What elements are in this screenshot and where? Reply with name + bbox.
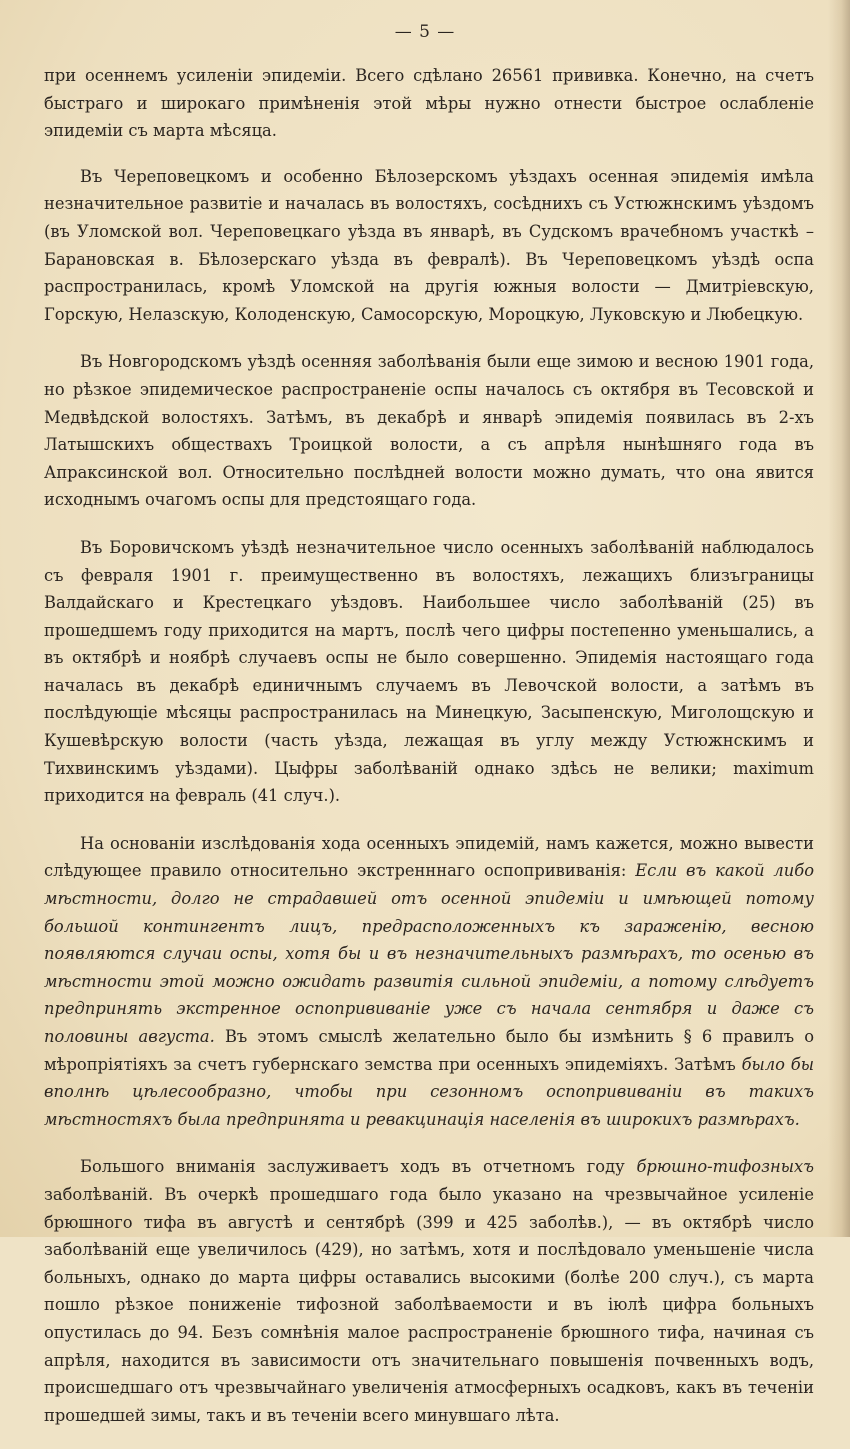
page-edge-shadow [828, 0, 850, 1237]
body-text [44, 62, 814, 1449]
paragraph-4: Въ Боровичскомъ уѣздѣ незначительное число осенныхъ заболѣваній наблюдалось съ февраля 1901 г. преимущественно въ волостяхъ, лежащихъ близъграницы Валдайскаго и Крестецкаго уѣздовъ. Наибольшее число заболѣваній (25) въ прошедшемъ году приходится на мартъ, послѣ чего цифры постепенно уменьшались, а въ октябрѣ и ноябрѣ случаевъ оспы не было совершенно. Эпидемія настоящаго года началась въ декабрѣ единичнымъ случаемъ въ Левочской волости, а затѣмъ въ послѣдующіе мѣсяцы распространилась на Минецкую, Засыпенскую, Миголощскую и Кушевѣрскую волости (часть уѣзда, лежащая въ углу между Устюжнскимъ и Тихвинскимъ уѣздами). Цыфры заболѣваній однако здѣсь не велики; maximum приходится на февраль (41 случ.). [44, 537, 814, 806]
paragraph-6-part-3: заболѣваній. Въ очеркѣ прошедшаго года было указано на чрезвычайное усиленіе брюшного тифа въ августѣ и сентябрѣ (399 и 425 заболѣв.), — въ октябрѣ число заболѣваній еще увеличилось (429), но затѣмъ, хотя и послѣдовало уменьшеніе числа больныхъ, однако до марта цифры оставались высокими (болѣе 200 случ.), съ марта пошло рѣзкое пониженіе тифозной заболѣваемости и въ іюлѣ цифра больныхъ опустилась до 94. Безъ сомнѣнія малое распространеніе брюшного тифа, начиная съ апрѣля, находится въ зависимости отъ значительнаго повышенія почвенныхъ водъ, происшедшаго отъ чрезвычайнаго увеличенія атмосферныхъ осадковъ, какъ въ теченіи прошедшей зимы, такъ и въ теченіи всего минувшаго лѣта. [44, 1184, 814, 1425]
paragraph-6 [44, 1153, 814, 1429]
paragraph-1: при осеннемъ усиленіи эпидеміи. Всего сдѣлано 26561 прививка. Конечно, на счетъ быстраго и широкаго примѣненія этой мѣры нужно отнести быстрое ослабленіе эпидеміи съ марта мѣсяца. [44, 66, 814, 141]
paragraph-5-italic-revaccination: было бы вполнѣ цѣлесообразно, чтобы при сезонномъ оспопрививаніи въ такихъ мѣстностяхъ была предпринята и ревакцинація населенія въ широкихъ размѣрахъ. [44, 1054, 814, 1129]
paragraph-6-part-1: Большого вниманія заслуживаетъ ходъ въ отчетномъ году [80, 1157, 637, 1177]
paragraph-5-italic-rule: Если въ какой либо мѣстности, долго не страдавшей отъ осенной эпидеміи и имѣющей потому большой контингентъ лицъ, предрасположенныхъ къ зараженію, весною появляются случаи оспы, хотя бы и въ незначительныхъ размѣрахъ, то осенью въ мѣстности этой можно ожидать развитія сильной эпидеміи, а потому слѣдуетъ предпринять экстренное оспопрививаніе уже съ начала сентября и даже съ половины августа. [44, 861, 814, 1046]
paragraph-6-italic-typhoid: брюшно-тифозныхъ [636, 1157, 814, 1177]
paragraph-2: Въ Череповецкомъ и особенно Бѣлозерскомъ уѣздахъ осенная эпидемія имѣла незначительное развитіе и началась въ волостяхъ, сосѣднихъ съ Устюжнскимъ уѣздомъ (въ Уломской вол. Череповецкаго уѣзда въ январѣ, въ Судскомъ врачебномъ участкѣ – Барановская в. Бѣлозерскаго уѣзда въ февралѣ). Въ Череповецкомъ уѣздѣ оспа распространилась, кромѣ Уломской на другія южныя волости — Дмитріевскую, Горскую, Нелазскую, Колоденскую, Самосорскую, Мороцкую, Луковскую и Любецкую. [44, 166, 814, 324]
paragraph-5 [44, 830, 814, 1134]
page-number: — 5 — [394, 22, 456, 42]
paragraph-5-part-3: Въ этомъ смыслѣ желательно было бы измѣнить § 6 правилъ о мѣропріятіяхъ за счетъ губернскаго земства при осенныхъ эпидеміяхъ. Затѣмъ [44, 1027, 815, 1074]
paragraph-3: Въ Новгородскомъ уѣздѣ осенняя заболѣванія были еще зимою и весною 1901 года, но рѣзкое эпидемическое распространеніе оспы началось съ октября въ Тесовской и Медвѣдской волостяхъ. Затѣмъ, въ декабрѣ и январѣ эпидемія появилась въ 2-хъ Латышскихъ обществахъ Троицкой волости, а съ апрѣля нынѣшняго года въ Апраксинской вол. Относительно послѣдней волости можно думать, что она явится исходнымъ очагомъ оспы для предстоящаго года. [44, 352, 814, 510]
paragraph-5-part-1: На основаніи изслѣдованія хода осенныхъ эпидемій, намъ кажется, можно вывести слѣдующее правило относительно экстренннаго оспопрививанія: [44, 833, 814, 881]
